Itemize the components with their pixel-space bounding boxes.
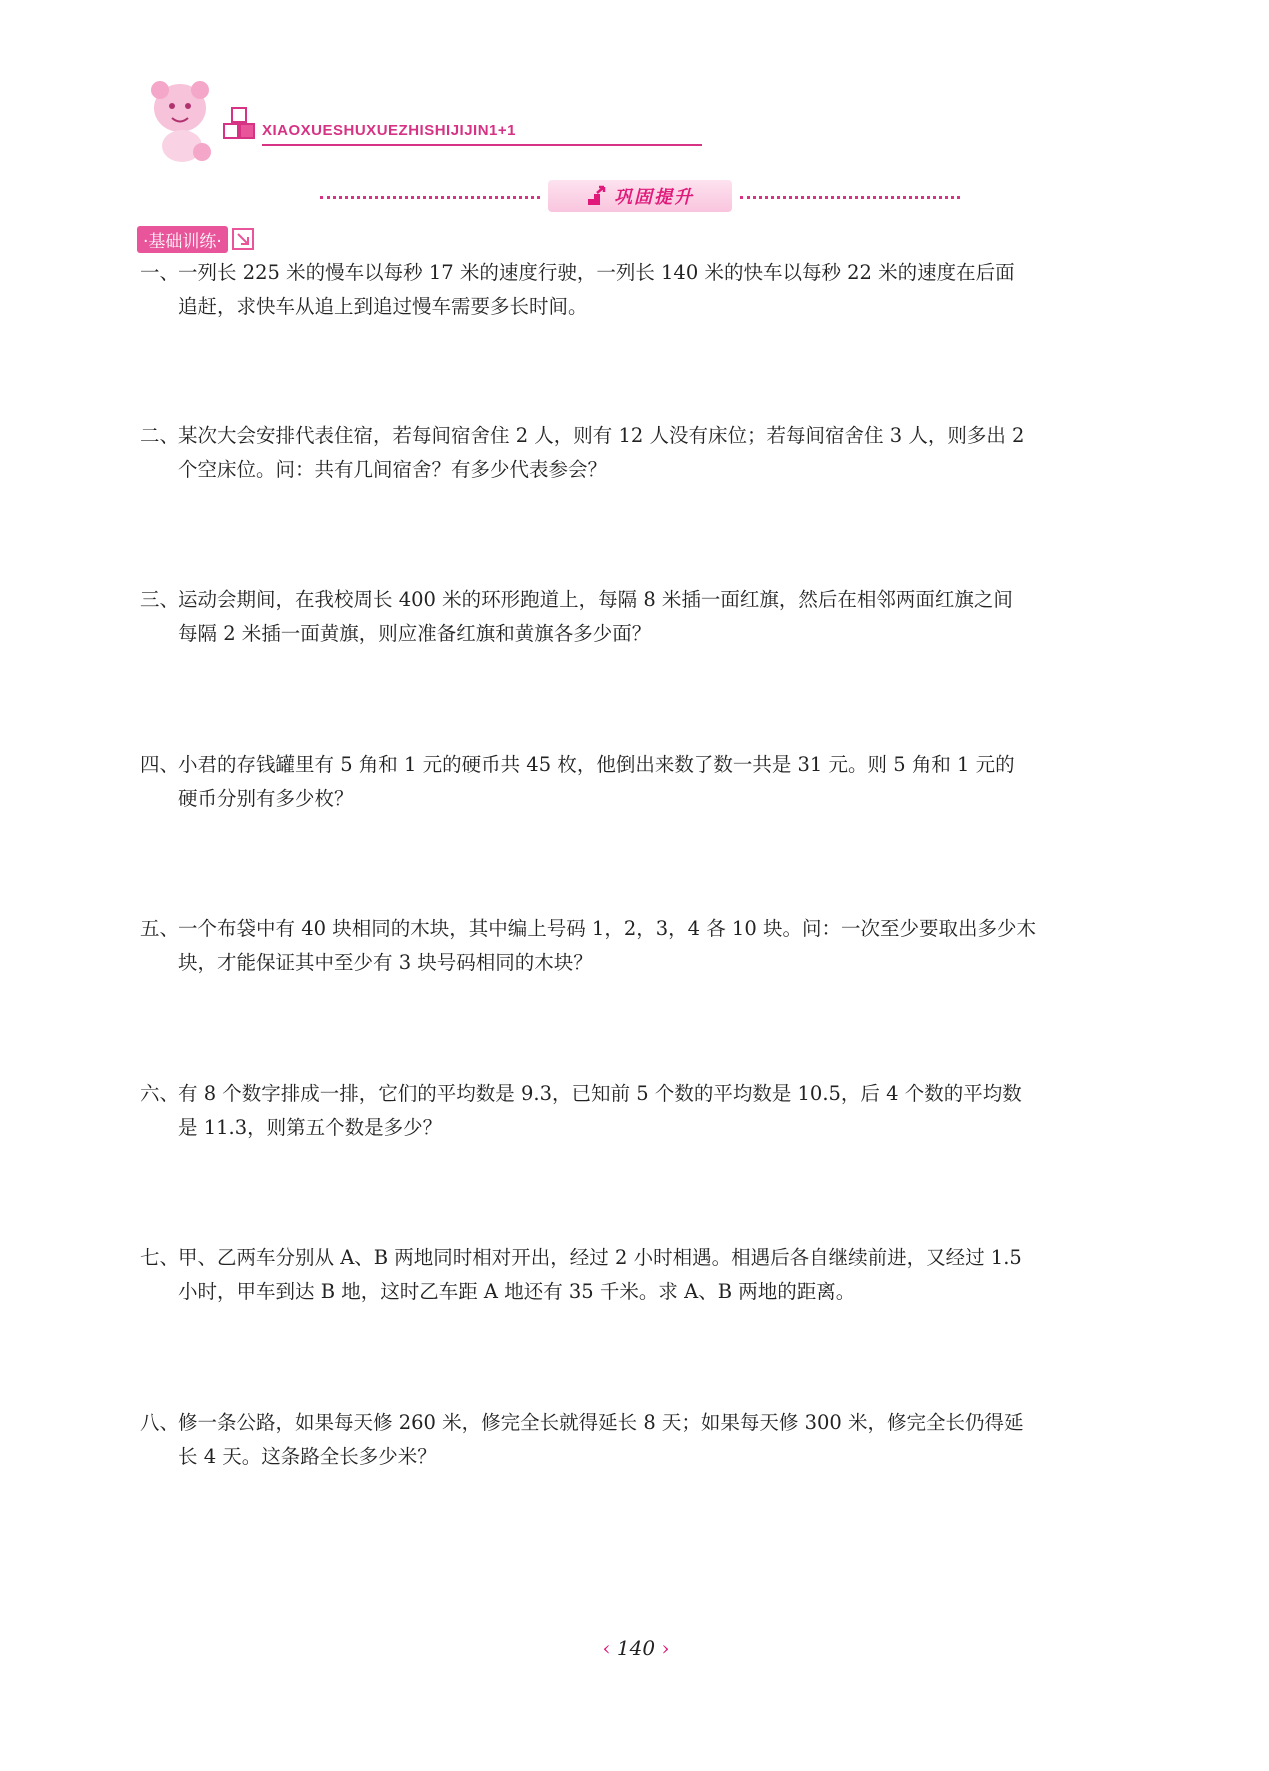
arrow-down-right-icon	[232, 228, 254, 250]
chevron-left-icon: ‹	[602, 1636, 611, 1660]
series-title: XIAOXUESHUXUEZHISHIJIJIN1+1	[262, 122, 516, 139]
section-banner	[548, 180, 732, 212]
chevron-right-icon: ›	[661, 1636, 670, 1660]
question-text-line: 小时，甲车到达 B 地，这时乙车距 A 地还有 35 千米。求 A、B 两地的距离。	[178, 1280, 856, 1303]
subsection-tag	[137, 226, 254, 252]
page-number	[600, 1636, 672, 1660]
question-text-line: 一个布袋中有 40 块相同的木块，其中编上号码 1，2，3，4 各 10 块。问：一次至少要取出多少木	[178, 917, 1036, 940]
mascot-illustration	[140, 78, 220, 168]
question-text-line: 是 11.3，则第五个数是多少？	[178, 1116, 443, 1139]
subsection-label: ·基础训练·	[137, 226, 228, 253]
question-text-line: 有 8 个数字排成一排，它们的平均数是 9.3，已知前 5 个数的平均数是 10.5，后 4 个数的平均数	[178, 1082, 1022, 1105]
stairs-arrow-icon	[586, 185, 608, 207]
dotted-divider-left	[320, 196, 540, 199]
question-number: 一、	[140, 261, 180, 284]
question-text-line: 每隔 2 米插一面黄旗，则应准备红旗和黄旗各多少面？	[178, 622, 652, 645]
question-text-line: 追赶，求快车从追上到追过慢车需要多长时间。	[178, 295, 588, 318]
question-number: 四、	[140, 753, 180, 776]
question-text-line: 个空床位。问：共有几间宿舍？有多少代表参会？	[178, 458, 608, 481]
section-banner-row	[320, 180, 960, 214]
question-text-line: 修一条公路，如果每天修 260 米，修完全长就得延长 8 天；如果每天修 300 米，修完全长仍得延	[178, 1411, 1024, 1434]
alphabet-blocks-icon	[222, 106, 258, 146]
question-text-line: 甲、乙两车分别从 A、B 两地同时相对开出，经过 2 小时相遇。相遇后各自继续前进，又经过 1.5	[178, 1246, 1022, 1269]
question-text-line: 硬币分别有多少枚？	[178, 787, 354, 810]
question-text-line: 块，才能保证其中至少有 3 块号码相同的木块？	[178, 951, 593, 974]
question-number: 六、	[140, 1082, 180, 1105]
question-text-line: 某次大会安排代表住宿，若每间宿舍住 2 人，则有 12 人没有床位；若每间宿舍住 3 人，则多出 2	[178, 424, 1025, 447]
dotted-divider-right	[740, 196, 960, 199]
question-number: 二、	[140, 424, 180, 447]
question-number: 五、	[140, 917, 180, 940]
page-header	[140, 78, 560, 178]
section-title: 巩固提升	[614, 187, 694, 208]
page-number-value: 140	[616, 1636, 656, 1660]
header-divider	[262, 144, 702, 146]
question-number: 三、	[140, 588, 180, 611]
question-text-line: 小君的存钱罐里有 5 角和 1 元的硬币共 45 枚，他倒出来数了数一共是 31 元。则 5 角和 1 元的	[178, 753, 1015, 776]
question-text-line: 一列长 225 米的慢车以每秒 17 米的速度行驶，一列长 140 米的快车以每秒 22 米的速度在后面	[178, 261, 1015, 284]
question-text-line: 运动会期间，在我校周长 400 米的环形跑道上，每隔 8 米插一面红旗，然后在相邻两面红旗之间	[178, 588, 1013, 611]
question-text-line: 长 4 天。这条路全长多少米？	[178, 1445, 437, 1468]
question-number: 八、	[140, 1411, 180, 1434]
question-number: 七、	[140, 1246, 180, 1269]
